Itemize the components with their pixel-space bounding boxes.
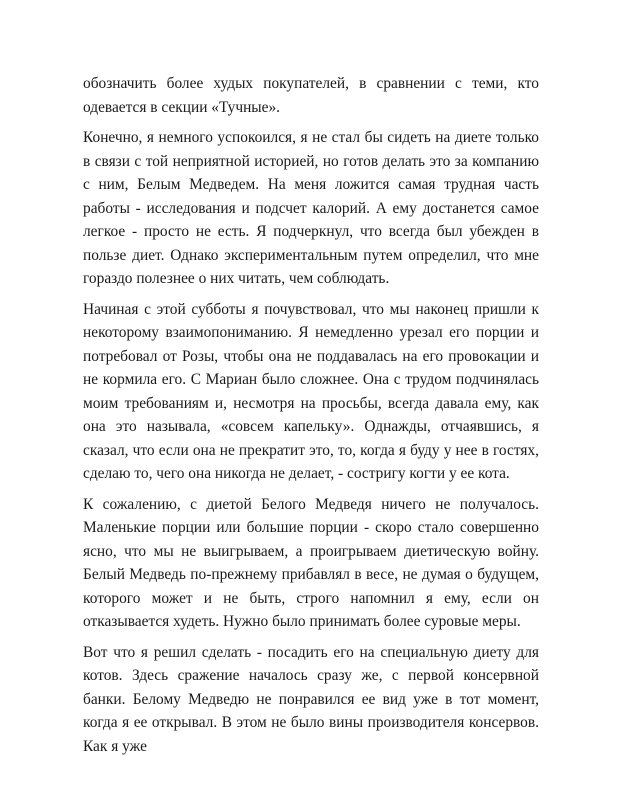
paragraph-2: Конечно, я немного успокоился, я не стал бы сидеть на диете только в связи с той неприятной историей, но готов делать это за компанию с ним, Белым Медведем. На меня ложится самая трудная часть работы - исследования и подсчет калорий. А ему достанется самое легкое - просто не есть. Я подчеркнул, что всегда был убежден в пользе диет. Однако экспериментальным путем определил, что мне гораздо полезнее о них читать, чем соблюдать. (83, 129, 539, 287)
paragraph-3: Начиная с этой субботы я почувствовал, что мы наконец пришли к некоторому взаимопониманию. Я немедленно урезал его порции и потребовал от Розы, чтобы она не поддавалась на его провокации и не кормила его. С Мариан было сложнее. Она с трудом подчинялась моим требованиям и, несмотря на просьбы, всегда давала ему, как она это называла, «совсем капельку». Однажды, отчаявшись, я сказал, что если она не прекратит это, то, когда я буду у нее в гостях, сделаю то, чего она никогда не делает, - состригу когти у ее кота. (83, 300, 539, 482)
paragraph-4: К сожалению, с диетой Белого Медведя ничего не получалось. Маленькие порции или большие порции - скоро стало совершенно ясно, что мы не выигрываем, а проигрываем диетическую войну. Белый Медведь по-прежнему прибавлял в весе, не думая о будущем, которого может и не быть, строго напомнил я ему, если он отказывается худеть. Нужно было принимать более суровые меры. (83, 495, 539, 630)
paragraph-5: Вот что я решил сделать - посадить его на специальную диету для котов. Здесь сражение началось сразу же, с первой консервной банки. Белому Медведю не понравился ее вид уже в тот момент, когда я ее открывал. В этом не было вины производителя консервов. Как я уже (83, 643, 539, 755)
page-body (83, 72, 539, 765)
paragraph-1: обозначить более худых покупателей, в сравнении с теми, кто одевается в секции «Тучные». (83, 75, 539, 116)
